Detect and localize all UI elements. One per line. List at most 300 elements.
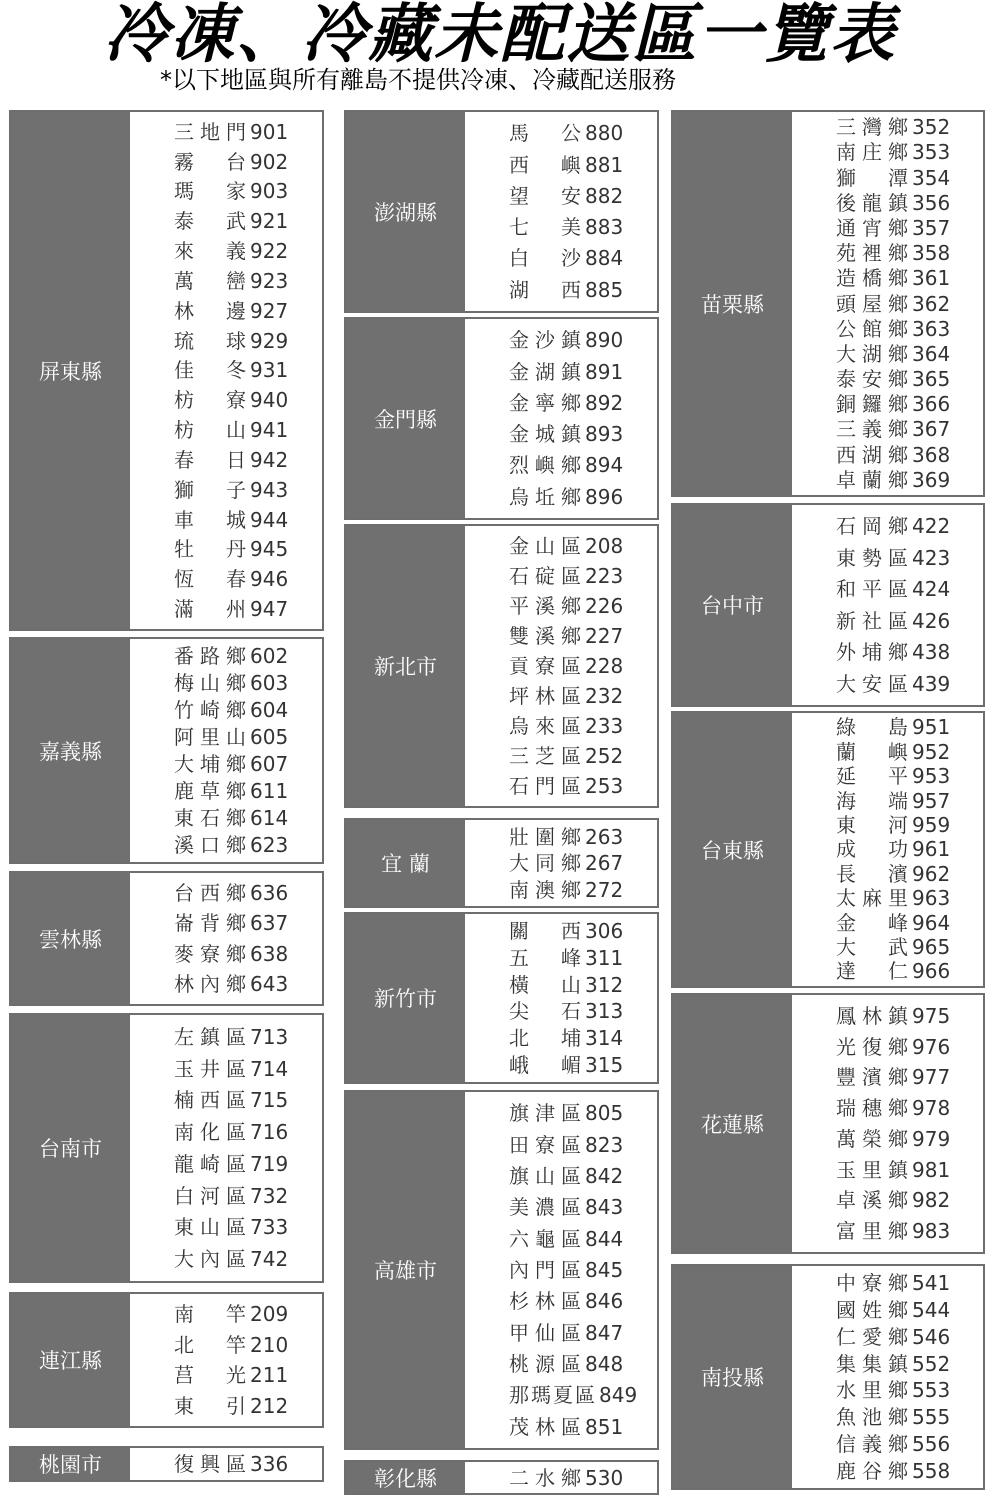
area-name: 杉林區	[509, 1289, 581, 1314]
postal-code: 953	[912, 764, 951, 789]
area-name: 玉里鎮	[836, 1157, 908, 1182]
area-name: 佳冬	[174, 358, 246, 383]
area-name: 二水鄉	[509, 1465, 581, 1490]
area-row	[836, 241, 983, 266]
area-row	[174, 941, 322, 966]
postal-code: 555	[912, 1405, 951, 1430]
county-label: 台中市	[673, 505, 792, 705]
area-row	[836, 165, 983, 190]
area-name: 貢寮區	[509, 654, 581, 678]
area-row	[174, 881, 322, 906]
area-row	[509, 359, 657, 384]
area-name: 牡丹	[174, 537, 246, 562]
area-name: 獅子	[174, 477, 246, 502]
area-name: 甲仙區	[509, 1320, 581, 1345]
area-name: 仁愛鄉	[836, 1324, 908, 1349]
area-row	[509, 1195, 657, 1220]
area-row	[174, 597, 322, 622]
area-name: 左鎮區	[174, 1024, 246, 1049]
area-name: 莒光	[174, 1363, 246, 1388]
area-name: 東引	[174, 1393, 246, 1418]
postal-code: 964	[912, 910, 951, 935]
area-row	[174, 418, 322, 443]
area-name: 南庄鄉	[836, 140, 908, 165]
area-name: 泰武	[174, 209, 246, 234]
county-label: 台南市	[11, 1015, 130, 1281]
area-row	[836, 417, 983, 442]
postal-code: 714	[250, 1056, 289, 1081]
area-name: 國姓鄉	[836, 1297, 908, 1322]
county-label: 桃園市	[11, 1448, 130, 1480]
area-name: 馬公	[509, 121, 581, 146]
area-name: 大內區	[174, 1247, 246, 1272]
area-name: 長濱	[836, 861, 908, 886]
area-name: 卓蘭鄉	[836, 467, 908, 492]
area-row	[836, 140, 983, 165]
postal-code: 438	[912, 640, 951, 665]
area-row	[836, 608, 983, 633]
area-name: 石碇區	[509, 564, 581, 588]
postal-code: 602	[250, 644, 289, 668]
postal-code: 892	[585, 390, 624, 415]
area-row	[509, 716, 657, 736]
postal-code: 845	[585, 1257, 624, 1282]
area-list	[130, 1015, 322, 1281]
area-row	[174, 447, 322, 472]
area-row	[174, 911, 322, 936]
postal-code: 961	[912, 837, 951, 862]
area-row	[509, 1101, 657, 1126]
area-row	[174, 673, 322, 693]
area-name: 橫山	[509, 972, 581, 997]
postal-code: 945	[250, 537, 289, 562]
area-row	[836, 467, 983, 492]
area-row	[174, 1454, 322, 1474]
area-name: 萬巒	[174, 268, 246, 293]
area-name: 霧台	[174, 149, 246, 174]
area-row	[836, 935, 983, 960]
postal-code: 556	[912, 1432, 951, 1457]
area-name: 金寧鄉	[509, 390, 581, 415]
county-block	[9, 637, 324, 864]
county-label: 彰化縣	[346, 1462, 465, 1493]
page-title: 冷凍、冷藏未配送區一覽表	[104, 0, 896, 72]
area-name: 烏來區	[509, 714, 581, 738]
area-row	[174, 971, 322, 996]
postal-code: 981	[912, 1157, 951, 1182]
postal-code: 366	[912, 392, 951, 417]
area-row	[509, 484, 657, 509]
county-block	[344, 110, 659, 313]
area-row	[174, 298, 322, 323]
area-name: 那瑪夏區	[509, 1383, 595, 1408]
area-row	[174, 808, 322, 828]
area-list	[792, 1266, 983, 1488]
area-name: 東石鄉	[174, 806, 246, 830]
area-name: 三灣鄉	[836, 115, 908, 140]
area-row	[509, 626, 657, 646]
postal-code: 716	[250, 1120, 289, 1145]
area-name: 金沙鎮	[509, 328, 581, 353]
postal-code: 439	[912, 671, 951, 696]
postal-code: 312	[585, 972, 624, 997]
area-row	[509, 918, 657, 943]
area-row	[509, 1383, 657, 1408]
postal-code: 931	[250, 358, 289, 383]
postal-code: 252	[585, 744, 624, 768]
county-label: 苗栗縣	[673, 112, 792, 495]
area-row	[836, 266, 983, 291]
postal-code: 643	[250, 971, 289, 996]
postal-code: 844	[585, 1226, 624, 1251]
postal-code: 885	[585, 277, 624, 302]
postal-code: 843	[585, 1195, 624, 1220]
area-row	[509, 776, 657, 796]
postal-code: 966	[912, 959, 951, 984]
area-name: 大安區	[836, 671, 908, 696]
county-label: 金門縣	[346, 319, 465, 518]
county-block	[344, 1460, 659, 1495]
area-row	[174, 1363, 322, 1388]
area-name: 坪林區	[509, 684, 581, 708]
area-row	[509, 277, 657, 302]
postal-code: 979	[912, 1126, 951, 1151]
postal-code: 880	[585, 121, 624, 146]
area-name: 造橋鄉	[836, 266, 908, 291]
area-row	[509, 1465, 657, 1490]
area-name: 五峰	[509, 945, 581, 970]
postal-code: 272	[585, 877, 624, 902]
area-name: 東山區	[174, 1215, 246, 1240]
area-row	[174, 239, 322, 264]
area-name: 鳳林鎮	[836, 1003, 908, 1028]
area-row	[174, 1183, 322, 1208]
area-list	[792, 995, 983, 1252]
county-label: 花蓮縣	[673, 995, 792, 1252]
area-row	[836, 1432, 983, 1457]
area-row	[174, 388, 322, 413]
postal-code: 891	[585, 359, 624, 384]
area-row	[509, 121, 657, 146]
county-block	[9, 1292, 324, 1428]
county-block	[344, 317, 659, 520]
area-list	[465, 820, 657, 906]
area-row	[174, 727, 322, 747]
area-row	[836, 1034, 983, 1059]
area-name: 竹崎鄉	[174, 698, 246, 722]
postal-code: 963	[912, 886, 951, 911]
area-row	[509, 1026, 657, 1051]
postal-code: 882	[585, 183, 624, 208]
postal-code: 365	[912, 367, 951, 392]
area-row	[509, 1163, 657, 1188]
postal-code: 923	[250, 268, 289, 293]
postal-code: 364	[912, 341, 951, 366]
postal-code: 922	[250, 239, 289, 264]
area-name: 後龍鎮	[836, 190, 908, 215]
area-row	[174, 1120, 322, 1145]
area-list	[465, 914, 657, 1082]
postal-code: 211	[250, 1363, 289, 1388]
postal-code: 944	[250, 507, 289, 532]
postal-code: 957	[912, 788, 951, 813]
postal-code: 227	[585, 624, 624, 648]
area-list	[465, 526, 657, 806]
area-row	[174, 149, 322, 174]
area-row	[836, 886, 983, 911]
area-name: 旗津區	[509, 1101, 581, 1126]
area-name: 雙溪鄉	[509, 624, 581, 648]
area-name: 海端	[836, 788, 908, 813]
area-name: 美濃區	[509, 1195, 581, 1220]
county-label: 高雄市	[346, 1092, 465, 1448]
area-name: 田寮區	[509, 1132, 581, 1157]
area-name: 峨嵋	[509, 1053, 581, 1078]
area-row	[509, 422, 657, 447]
postal-code: 903	[250, 179, 289, 204]
postal-code: 208	[585, 534, 624, 558]
area-name: 大埔鄉	[174, 752, 246, 776]
area-row	[509, 656, 657, 676]
postal-code: 363	[912, 316, 951, 341]
area-name: 望安	[509, 183, 581, 208]
postal-code: 823	[585, 1132, 624, 1157]
area-name: 通宵鄉	[836, 215, 908, 240]
postal-code: 558	[912, 1459, 951, 1483]
area-name: 頭屋鄉	[836, 291, 908, 316]
postal-code: 902	[250, 149, 289, 174]
area-row	[836, 1096, 983, 1121]
postal-code: 424	[912, 577, 951, 602]
area-name: 白沙	[509, 246, 581, 271]
area-name: 南化區	[174, 1120, 246, 1145]
area-name: 達仁	[836, 959, 908, 984]
postal-code: 263	[585, 824, 624, 849]
postal-code: 223	[585, 564, 624, 588]
area-name: 車城	[174, 507, 246, 532]
postal-code: 982	[912, 1188, 951, 1213]
area-name: 尖石	[509, 999, 581, 1024]
postal-code: 943	[250, 477, 289, 502]
area-name: 關西	[509, 918, 581, 943]
postal-code: 544	[912, 1297, 951, 1322]
area-list	[465, 112, 657, 311]
county-block	[9, 110, 324, 631]
area-name: 苑裡鄉	[836, 241, 908, 266]
area-name: 石岡鄉	[836, 514, 908, 539]
area-list	[465, 1092, 657, 1448]
area-name: 春日	[174, 447, 246, 472]
area-row	[174, 537, 322, 562]
postal-code: 732	[250, 1183, 289, 1208]
county-label: 連江縣	[11, 1294, 130, 1426]
area-name: 信義鄉	[836, 1432, 908, 1457]
area-name: 滿州	[174, 597, 246, 622]
postal-code: 929	[250, 328, 289, 353]
county-block	[671, 711, 985, 988]
area-row	[509, 1257, 657, 1282]
postal-code: 614	[250, 806, 289, 830]
area-row	[836, 813, 983, 838]
area-row	[509, 1414, 657, 1439]
area-row	[174, 1151, 322, 1176]
area-row	[836, 1324, 983, 1349]
area-row	[509, 1289, 657, 1314]
postal-code: 422	[912, 514, 951, 539]
postal-code: 623	[250, 833, 289, 857]
area-row	[836, 1003, 983, 1028]
postal-code: 893	[585, 422, 624, 447]
area-row	[174, 507, 322, 532]
area-row	[509, 566, 657, 586]
area-name: 南澳鄉	[509, 877, 581, 902]
area-name: 北埔	[509, 1026, 581, 1051]
area-list	[130, 1448, 322, 1480]
area-row	[509, 1351, 657, 1376]
area-list	[130, 639, 322, 862]
postal-code: 209	[250, 1302, 289, 1327]
area-row	[174, 1302, 322, 1327]
area-row	[509, 215, 657, 240]
area-name: 烏坵鄉	[509, 484, 581, 509]
area-name: 獅潭	[836, 165, 908, 190]
postal-code: 805	[585, 1101, 624, 1126]
area-row	[836, 1126, 983, 1151]
area-name: 平溪鄉	[509, 594, 581, 618]
area-name: 北竿	[174, 1332, 246, 1357]
area-name: 萬榮鄉	[836, 1126, 908, 1151]
postal-code: 901	[250, 119, 289, 144]
area-name: 卓溪鄉	[836, 1188, 908, 1213]
postal-code: 423	[912, 545, 951, 570]
page-subtitle: *以下地區與所有離島不提供冷凍、冷藏配送服務	[160, 66, 676, 94]
area-name: 石門區	[509, 774, 581, 798]
postal-code: 733	[250, 1215, 289, 1240]
area-row	[836, 316, 983, 341]
area-name: 和平區	[836, 577, 908, 602]
area-name: 魚池鄉	[836, 1405, 908, 1430]
county-label: 屏東縣	[11, 112, 130, 629]
area-name: 外埔鄉	[836, 640, 908, 665]
area-row	[836, 1157, 983, 1182]
area-name: 中寮鄉	[836, 1270, 908, 1295]
postal-code: 962	[912, 861, 951, 886]
area-row	[509, 1320, 657, 1345]
area-name: 旗山區	[509, 1163, 581, 1188]
area-row	[509, 246, 657, 271]
postal-code: 719	[250, 1151, 289, 1176]
postal-code: 607	[250, 752, 289, 776]
county-block	[344, 524, 659, 808]
area-name: 玉井區	[174, 1056, 246, 1081]
county-block	[9, 1446, 324, 1482]
area-name: 大同鄉	[509, 851, 581, 875]
county-block	[9, 1013, 324, 1283]
postal-code: 603	[250, 671, 289, 695]
area-name: 大武	[836, 935, 908, 960]
county-block	[671, 110, 985, 497]
area-name: 壯圍鄉	[509, 824, 581, 849]
postal-code: 881	[585, 152, 624, 177]
area-row	[174, 119, 322, 144]
postal-code: 611	[250, 779, 289, 803]
area-row	[836, 392, 983, 417]
area-row	[509, 972, 657, 997]
area-row	[509, 596, 657, 616]
area-row	[509, 152, 657, 177]
area-name: 南竿	[174, 1302, 246, 1327]
postal-code: 311	[585, 945, 624, 970]
postal-code: 353	[912, 140, 951, 165]
area-row	[509, 183, 657, 208]
area-name: 復興區	[174, 1452, 246, 1476]
postal-code: 947	[250, 597, 289, 622]
area-row	[836, 959, 983, 984]
area-name: 富里鄉	[836, 1219, 908, 1244]
postal-code: 306	[585, 918, 624, 943]
area-name: 金城鎮	[509, 422, 581, 447]
postal-code: 959	[912, 813, 951, 838]
area-list	[792, 713, 983, 986]
area-row	[836, 215, 983, 240]
postal-code: 228	[585, 654, 624, 678]
postal-code: 951	[912, 715, 951, 740]
postal-code: 637	[250, 911, 289, 936]
postal-code: 253	[585, 774, 624, 798]
area-name: 東河	[836, 813, 908, 838]
area-row	[509, 945, 657, 970]
postal-code: 921	[250, 209, 289, 234]
area-name: 茂林區	[509, 1414, 581, 1439]
area-name: 泰安鄉	[836, 367, 908, 392]
area-name: 枋山	[174, 418, 246, 443]
area-row	[174, 268, 322, 293]
area-row	[836, 514, 983, 539]
county-label: 宜 蘭	[346, 820, 465, 906]
area-name: 太麻里	[836, 886, 908, 911]
area-row	[509, 824, 657, 849]
area-name: 三芝區	[509, 744, 581, 768]
area-name: 楠西區	[174, 1088, 246, 1113]
postal-code: 336	[250, 1452, 289, 1476]
postal-code: 638	[250, 941, 289, 966]
area-row	[174, 1024, 322, 1049]
area-row	[836, 1461, 983, 1481]
area-list	[792, 112, 983, 495]
postal-code: 212	[250, 1393, 289, 1418]
postal-code: 553	[912, 1378, 951, 1403]
area-row	[836, 341, 983, 366]
area-name: 金峰	[836, 910, 908, 935]
postal-code: 552	[912, 1351, 951, 1376]
postal-code: 965	[912, 935, 951, 960]
area-row	[836, 577, 983, 602]
area-row	[509, 853, 657, 873]
area-name: 七美	[509, 215, 581, 240]
area-row	[836, 861, 983, 886]
postal-code: 851	[585, 1414, 624, 1439]
area-row	[174, 1393, 322, 1418]
area-name: 番路鄉	[174, 644, 246, 668]
area-list	[130, 112, 322, 629]
area-row	[509, 746, 657, 766]
area-row	[509, 453, 657, 478]
postal-code: 896	[585, 484, 624, 509]
county-label: 雲林縣	[11, 873, 130, 1004]
postal-code: 894	[585, 453, 624, 478]
postal-code: 946	[250, 567, 289, 592]
county-block	[344, 818, 659, 908]
